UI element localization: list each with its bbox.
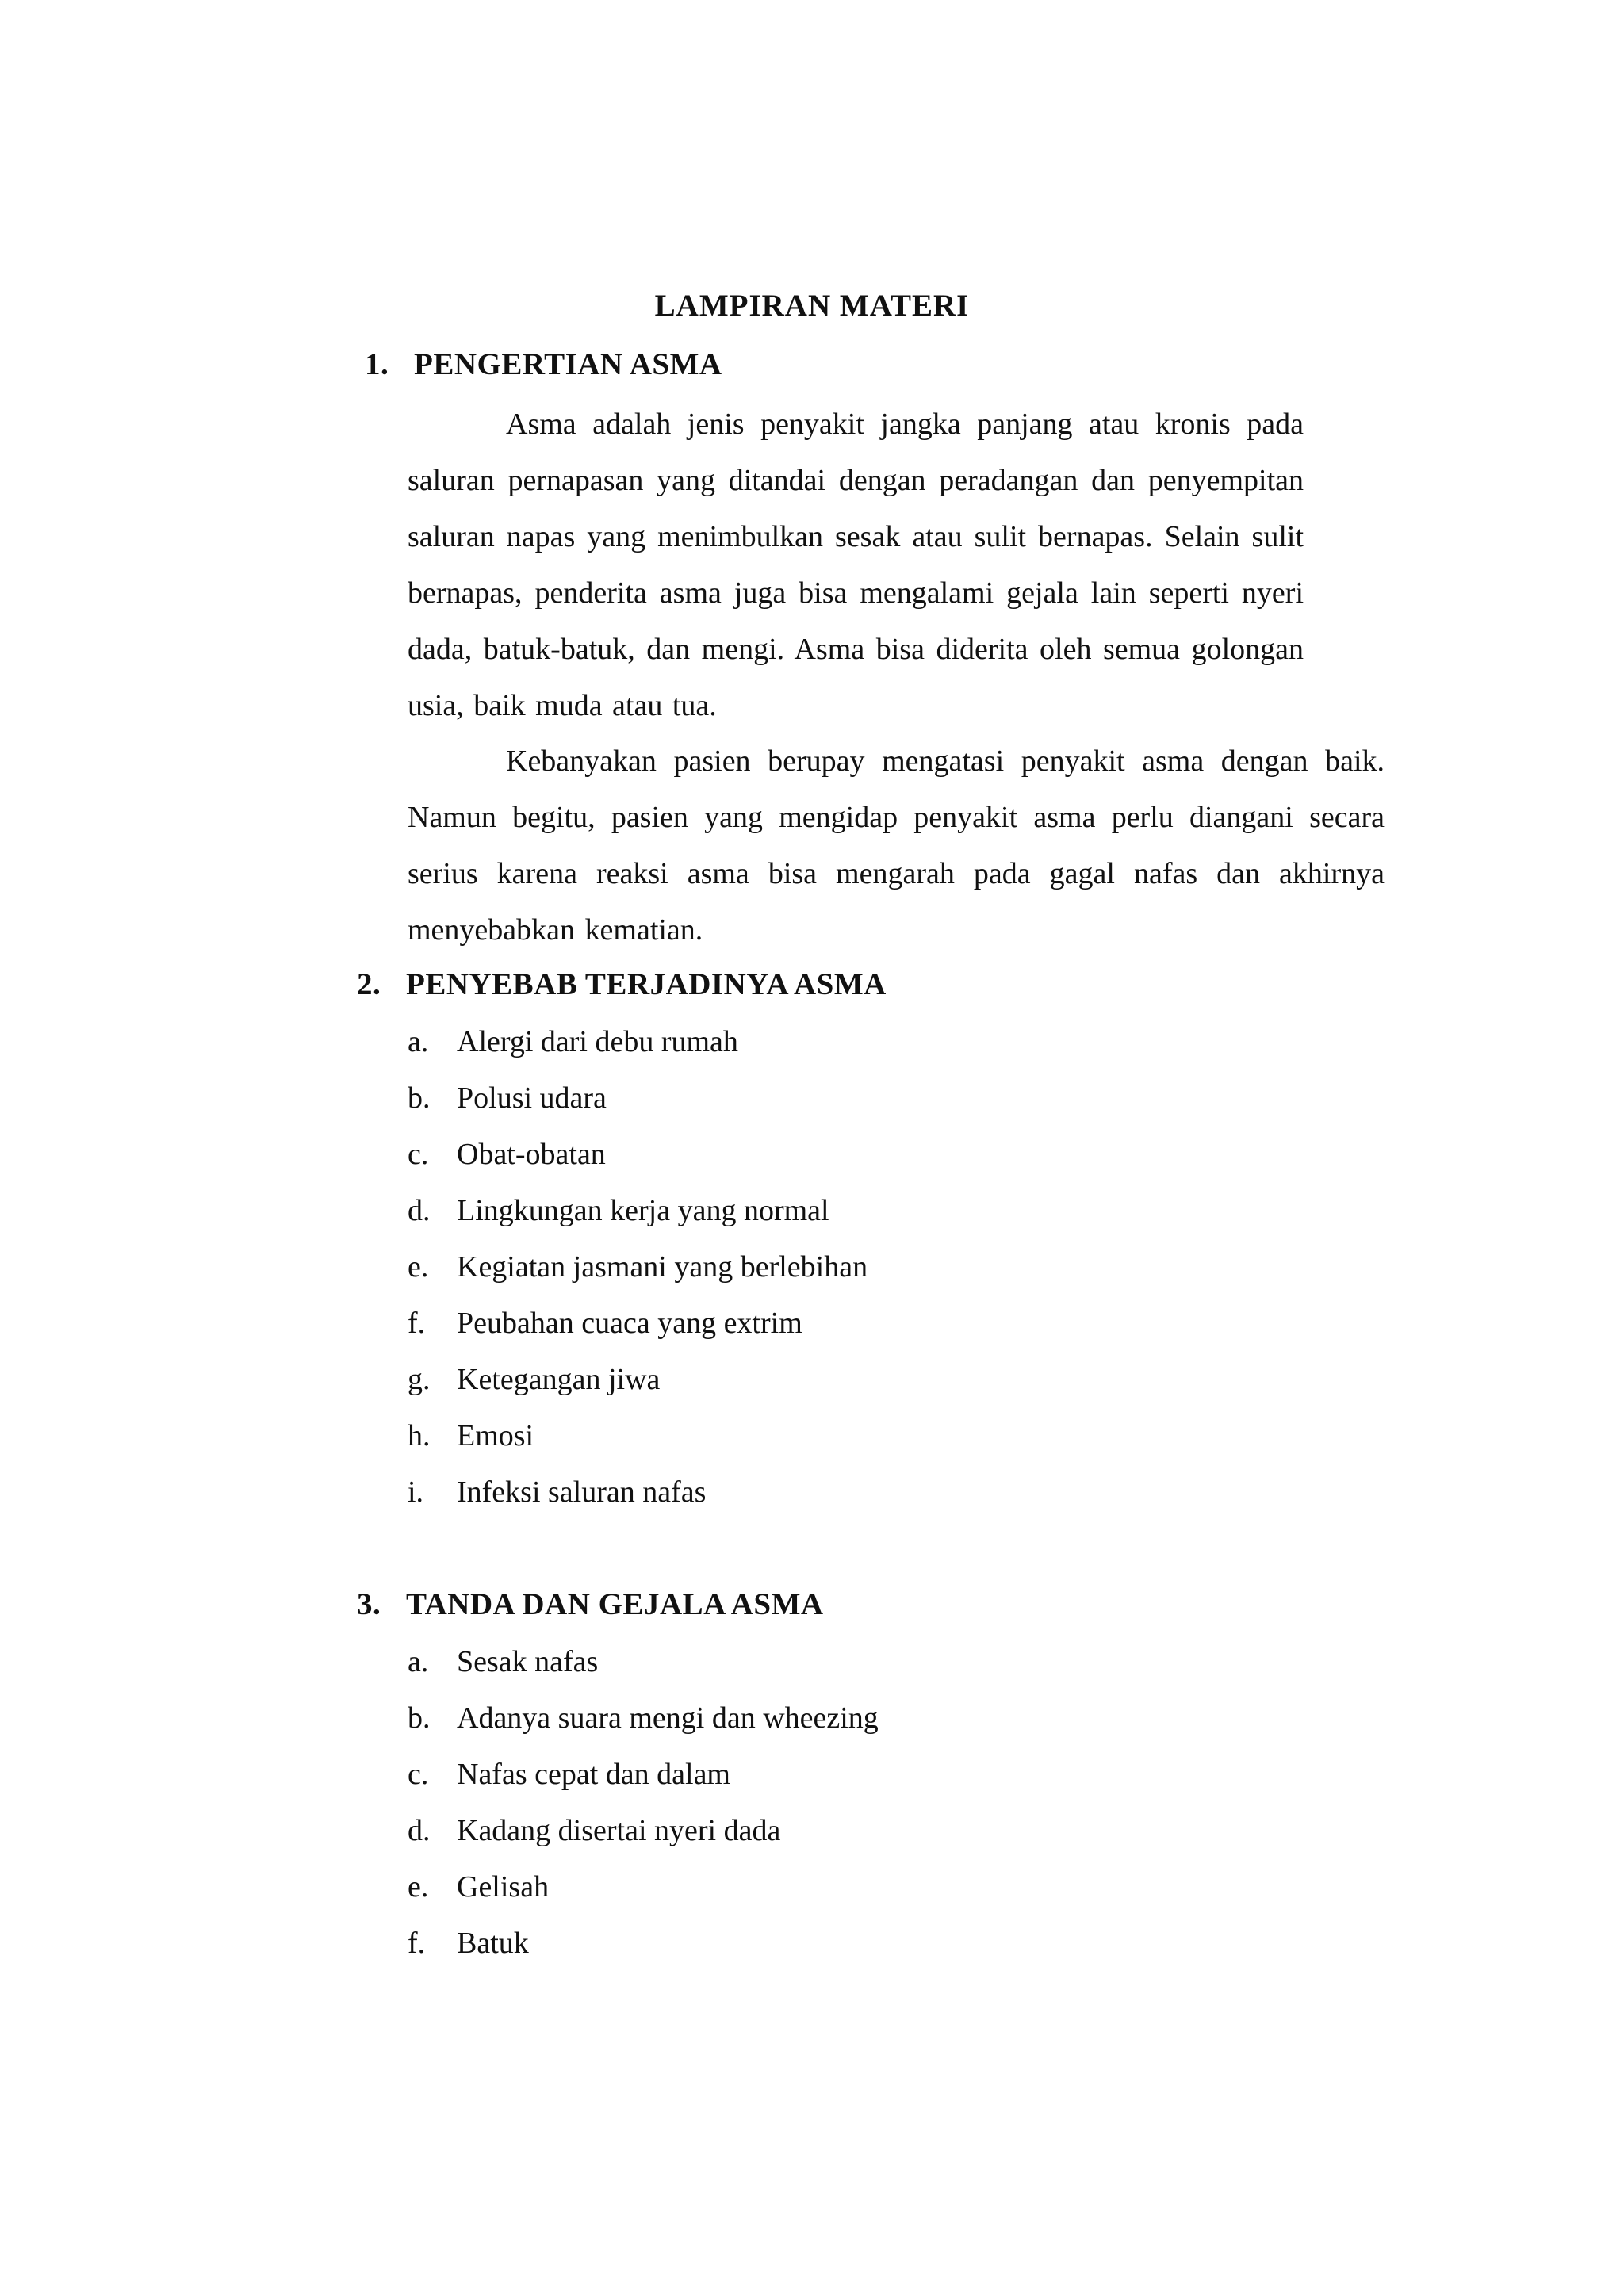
list-text: Peubahan cuaca yang extrim <box>457 1307 802 1340</box>
list-text: Infeksi saluran nafas <box>457 1475 707 1509</box>
list-marker: f. <box>408 1307 426 1340</box>
section-title: PENGERTIAN ASMA <box>414 347 722 381</box>
list-text: Batuk <box>457 1927 529 1960</box>
document-title: LAMPIRAN MATERI <box>654 289 970 323</box>
section-title: TANDA DAN GEJALA ASMA <box>406 1587 824 1621</box>
list-text: Adanya suara mengi dan wheezing <box>457 1701 879 1735</box>
list-marker: a. <box>408 1025 429 1058</box>
list-marker: f. <box>408 1927 426 1960</box>
list-marker: c. <box>408 1758 429 1791</box>
list-item <box>408 1135 868 1192</box>
paragraph-asma-definition: Asma adalah jenis penyakit jangka panjang atau kronis pada saluran pernapasan yang ditandai dengan peradangan dan penyempitan saluran napas yang menimbulkan sesak atau sulit bernapas. Selain sulit bernapas, penderita asma juga bisa mengalami gejala lain seperti nyeri dada, batuk-batuk, dan mengi. Asma bisa diderita oleh semua golongan usia, baik muda atau tua. <box>408 408 1304 722</box>
section-number: 1. <box>365 347 389 381</box>
list-marker: a. <box>408 1645 429 1678</box>
list-item <box>408 1360 868 1417</box>
list-marker: d. <box>408 1194 431 1227</box>
list-text: Obat-obatan <box>457 1138 606 1171</box>
symptoms-list <box>408 1643 879 1980</box>
list-marker: g. <box>408 1363 431 1396</box>
list-item <box>408 1304 868 1360</box>
section-1-heading <box>365 346 722 384</box>
section-title: PENYEBAB TERJADINYA ASMA <box>406 967 887 1001</box>
list-text: Emosi <box>457 1419 534 1452</box>
list-item <box>408 1023 868 1079</box>
list-item <box>408 1755 879 1812</box>
list-item <box>408 1192 868 1248</box>
list-text: Sesak nafas <box>457 1645 599 1678</box>
list-item <box>408 1473 868 1529</box>
list-item <box>408 1248 868 1304</box>
section-number: 2. <box>357 967 381 1001</box>
list-item <box>408 1699 879 1755</box>
list-marker: b. <box>408 1701 431 1735</box>
list-text: Kegiatan jasmani yang berlebihan <box>457 1250 868 1284</box>
list-marker: b. <box>408 1081 431 1115</box>
list-text: Alergi dari debu rumah <box>457 1025 738 1058</box>
list-text: Nafas cepat dan dalam <box>457 1758 730 1791</box>
section-number: 3. <box>357 1587 381 1621</box>
list-marker: c. <box>408 1138 429 1171</box>
list-item <box>408 1812 879 1868</box>
list-item <box>408 1417 868 1473</box>
list-text: Ketegangan jiwa <box>457 1363 661 1396</box>
list-marker: h. <box>408 1419 431 1452</box>
list-marker: d. <box>408 1814 431 1847</box>
causes-list <box>408 1023 868 1529</box>
list-text: Kadang disertai nyeri dada <box>457 1814 781 1847</box>
list-text: Gelisah <box>457 1870 550 1904</box>
section-3-heading <box>357 1586 824 1624</box>
list-item <box>408 1868 879 1924</box>
list-item <box>408 1924 879 1980</box>
list-marker: e. <box>408 1870 429 1904</box>
list-text: Lingkungan kerja yang normal <box>457 1194 829 1227</box>
list-item <box>408 1079 868 1135</box>
section-2-heading <box>357 966 887 1004</box>
list-item <box>408 1643 879 1699</box>
list-text: Polusi udara <box>457 1081 607 1115</box>
list-marker: e. <box>408 1250 429 1284</box>
list-marker: i. <box>408 1475 424 1509</box>
paragraph-asma-treatment: Kebanyakan pasien berupay mengatasi penyakit asma dengan baik. Namun begitu, pasien yang mengidap penyakit asma perlu diangani secara serius karena reaksi asma bisa mengarah pada gagal nafas dan akhirnya menyebabkan kematian. <box>408 744 1385 947</box>
